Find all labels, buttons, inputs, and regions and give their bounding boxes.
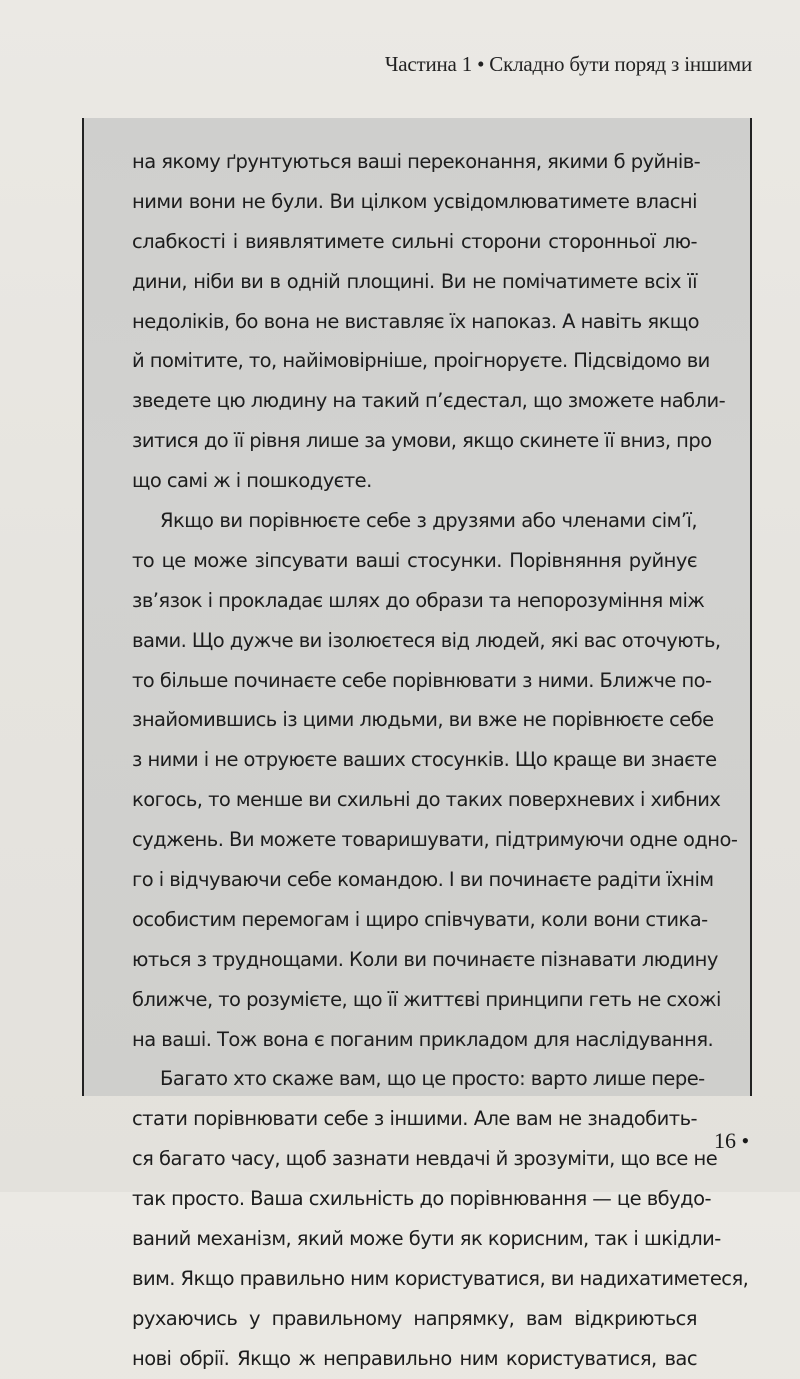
text-line: так просто. Ваша схильність до порівнювання — це вбудо- — [132, 1187, 711, 1211]
running-header: Частина 1 • Складно бути поряд з іншими — [384, 52, 752, 76]
text-line: когось, то менше ви схильні до таких поверхневих і хибних — [132, 788, 721, 812]
text-line: нові обрії. Якщо ж неправильно ним користуватися, вас — [132, 1346, 697, 1370]
text-line: з ними і не отруюєте ваших стосунків. Що краще ви знаєте — [132, 748, 717, 772]
text-line: суджень. Ви можете товаришувати, підтримуючи одне одно- — [132, 828, 738, 852]
text-line: на ваші. Тож вона є поганим прикладом для наслідування. — [132, 1027, 714, 1051]
text-line: ними вони не були. Ви цілком усвідомлюватимете власні — [132, 189, 697, 213]
page-number: 16 • — [714, 1128, 750, 1153]
text-line: ваний механізм, який може бути як корисним, так і шкідли- — [132, 1227, 721, 1251]
text-line: то це може зіпсувати ваші стосунки. Порівняння руйнує — [132, 548, 697, 572]
text-line: Якщо ви порівнюєте себе з друзями або членами сім’ї, — [160, 509, 697, 533]
text-line: дини, ніби ви в одній площині. Ви не помічатимете всіх її — [132, 269, 697, 293]
text-line: ближче, то розумієте, що її життєві принципи геть не схожі — [132, 987, 721, 1011]
text-line: що самі ж і пошкодуєте. — [132, 469, 372, 493]
text-line: то більше починаєте себе порівнювати з ними. Ближче по- — [132, 668, 712, 692]
text-line: зитися до її рівня лише за умови, якщо скинете її вниз, про — [132, 429, 712, 453]
text-line: Багато хто скаже вам, що це просто: варто лише пере- — [160, 1067, 705, 1091]
text-line: зв’язок і прокладає шлях до образи та непорозуміння між — [132, 588, 705, 612]
text-line: на якому ґрунтуються ваші переконання, якими б руйнів- — [132, 150, 701, 173]
text-line: вим. Якщо правильно ним користуватися, ви надихатиметеся, — [132, 1266, 749, 1290]
text-line: зведете цю людину на такий п’єдестал, що зможете набли- — [132, 389, 726, 413]
text-line: недоліків, бо вона не виставляє їх напоказ. А навіть якщо — [132, 309, 700, 333]
text-line: особистим перемогам і щиро співчувати, коли вони стика- — [132, 907, 708, 931]
text-line: знайомившись із цими людьми, ви вже не порівнюєте себе — [132, 708, 714, 732]
text-line: го і відчуваючи себе командою. І ви починаєте радіти їхнім — [132, 868, 714, 892]
text-line: стати порівнювати себе з іншими. Але вам не знадобить- — [132, 1107, 697, 1131]
text-line: й помітите, то, найімовірніше, проігноруєте. Підсвідомо ви — [132, 349, 710, 373]
text-line: вами. Що дужче ви ізолюєтеся від людей, які вас оточують, — [132, 628, 721, 652]
text-line: слабкості і виявлятимете сильні сторони сторонньої лю- — [132, 229, 697, 253]
text-line: ються з труднощами. Коли ви починаєте пізнавати людину — [132, 947, 718, 971]
text-line: рухаючись у правильному напрямку, вам відкриються — [132, 1306, 697, 1330]
text-line: ся багато часу, щоб зазнати невдачі й зрозуміти, що все не — [132, 1147, 718, 1171]
